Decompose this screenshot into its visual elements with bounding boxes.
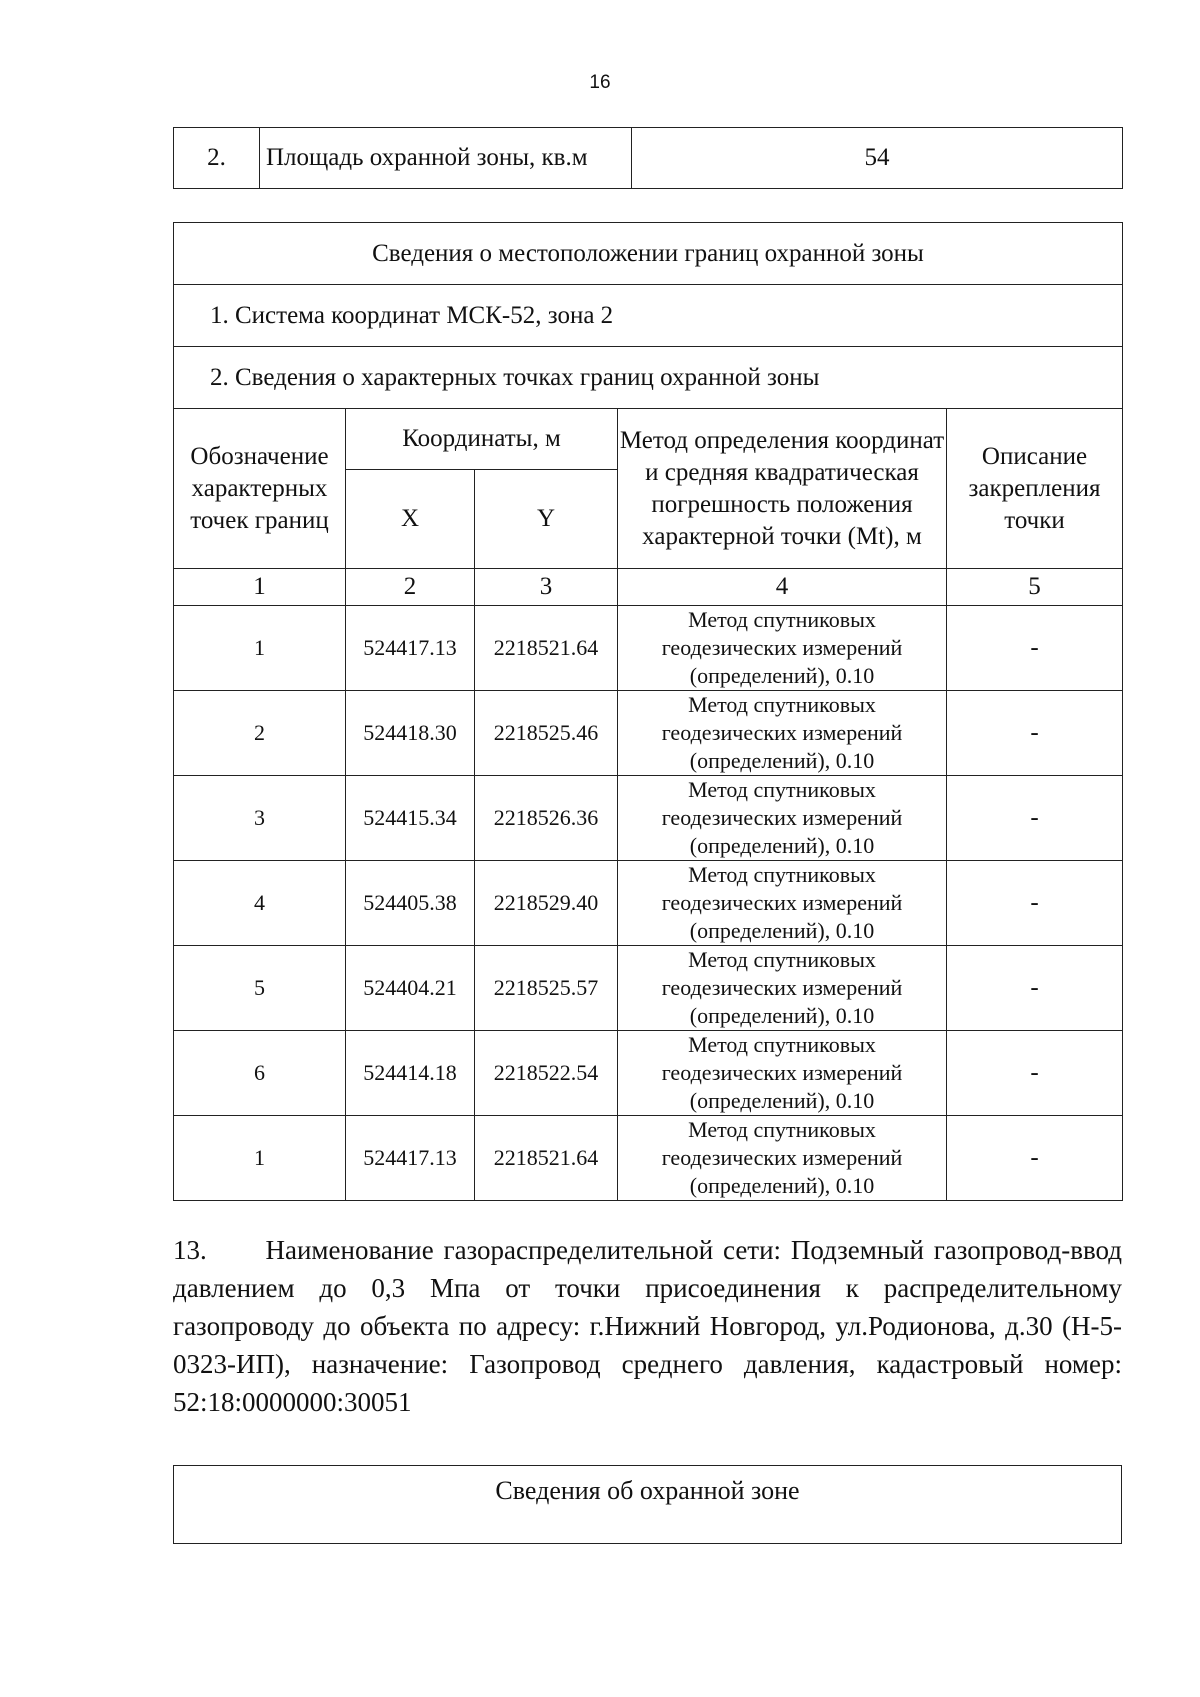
table-row [174, 691, 1123, 776]
description-text: - [947, 606, 1123, 691]
table-row [174, 776, 1123, 861]
header-description: Описание закрепления точки [947, 409, 1123, 569]
points-title: 2. Сведения о характерных точках границ охранной зоны [174, 347, 1123, 409]
coord-x: 524414.18 [346, 1031, 475, 1116]
page-number: 16 [589, 72, 611, 93]
method-text: Метод спутниковых геодезических измерений (определений), 0.10 [618, 776, 947, 861]
coord-x: 524417.13 [346, 1116, 475, 1201]
column-number: 3 [475, 569, 618, 606]
coord-x: 524418.30 [346, 691, 475, 776]
coord-y: 2218526.36 [475, 776, 618, 861]
coord-y: 2218521.64 [475, 606, 618, 691]
column-number: 5 [947, 569, 1123, 606]
description-text: - [947, 691, 1123, 776]
table-row [174, 946, 1123, 1031]
method-text: Метод спутниковых геодезических измерений (определений), 0.10 [618, 606, 947, 691]
coord-x: 524417.13 [346, 606, 475, 691]
boundary-title: Сведения о местоположении границ охранной зоны [174, 223, 1123, 285]
column-number: 2 [346, 569, 475, 606]
description-text: - [947, 1116, 1123, 1201]
description-text: - [947, 861, 1123, 946]
point-id: 1 [174, 606, 346, 691]
table-row [174, 1031, 1123, 1116]
coord-system: 1. Система координат МСК-52, зона 2 [174, 285, 1123, 347]
coord-y: 2218525.57 [475, 946, 618, 1031]
point-id: 4 [174, 861, 346, 946]
description-text: - [947, 946, 1123, 1031]
description-text: - [947, 1031, 1123, 1116]
zone-title: Сведения об охранной зоне [174, 1466, 1122, 1544]
area-label: Площадь охранной зоны, кв.м [260, 128, 632, 189]
section-13-text: 13. Наименование газораспределительной сети: Подземный газопровод-ввод давлением до 0,3 Мпа от точки присоединения к распределительному газопроводу до объекта по адресу: г.Нижний Новгород, ул.Родионова, д.30 (Н-5-0323-ИП), назначение: Газопровод среднего давления, кадастровый номер: 52:18:0000000:30051 [173, 1235, 1122, 1417]
method-text: Метод спутниковых геодезических измерений (определений), 0.10 [618, 691, 947, 776]
header-designation: Обозначение характерных точек границ [174, 409, 346, 569]
method-text: Метод спутниковых геодезических измерений (определений), 0.10 [618, 861, 947, 946]
area-index: 2. [174, 128, 260, 189]
area-value: 54 [632, 128, 1123, 189]
coord-y: 2218529.40 [475, 861, 618, 946]
point-id: 5 [174, 946, 346, 1031]
coord-y: 2218521.64 [475, 1116, 618, 1201]
point-id: 6 [174, 1031, 346, 1116]
method-text: Метод спутниковых геодезических измерений (определений), 0.10 [618, 946, 947, 1031]
point-id: 1 [174, 1116, 346, 1201]
coord-y: 2218525.46 [475, 691, 618, 776]
area-table [173, 127, 1123, 189]
point-id: 3 [174, 776, 346, 861]
section-13-paragraph [173, 1231, 1122, 1421]
header-y: Y [475, 470, 618, 569]
coord-x: 524415.34 [346, 776, 475, 861]
header-x: X [346, 470, 475, 569]
table-row [174, 606, 1123, 691]
header-method: Метод определения координат и средняя квадратическая погрешность положения характерной точки (Mt), м [618, 409, 947, 569]
zone-table [173, 1465, 1122, 1544]
table-row [174, 861, 1123, 946]
header-coordinates: Координаты, м [346, 409, 618, 470]
column-number: 1 [174, 569, 346, 606]
column-numbers-row [174, 569, 1123, 606]
area-row [174, 128, 1123, 189]
coord-x: 524404.21 [346, 946, 475, 1031]
coord-y: 2218522.54 [475, 1031, 618, 1116]
boundary-table [173, 222, 1123, 1201]
description-text: - [947, 776, 1123, 861]
coord-x: 524405.38 [346, 861, 475, 946]
column-number: 4 [618, 569, 947, 606]
method-text: Метод спутниковых геодезических измерений (определений), 0.10 [618, 1116, 947, 1201]
method-text: Метод спутниковых геодезических измерений (определений), 0.10 [618, 1031, 947, 1116]
table-row [174, 1116, 1123, 1201]
point-id: 2 [174, 691, 346, 776]
